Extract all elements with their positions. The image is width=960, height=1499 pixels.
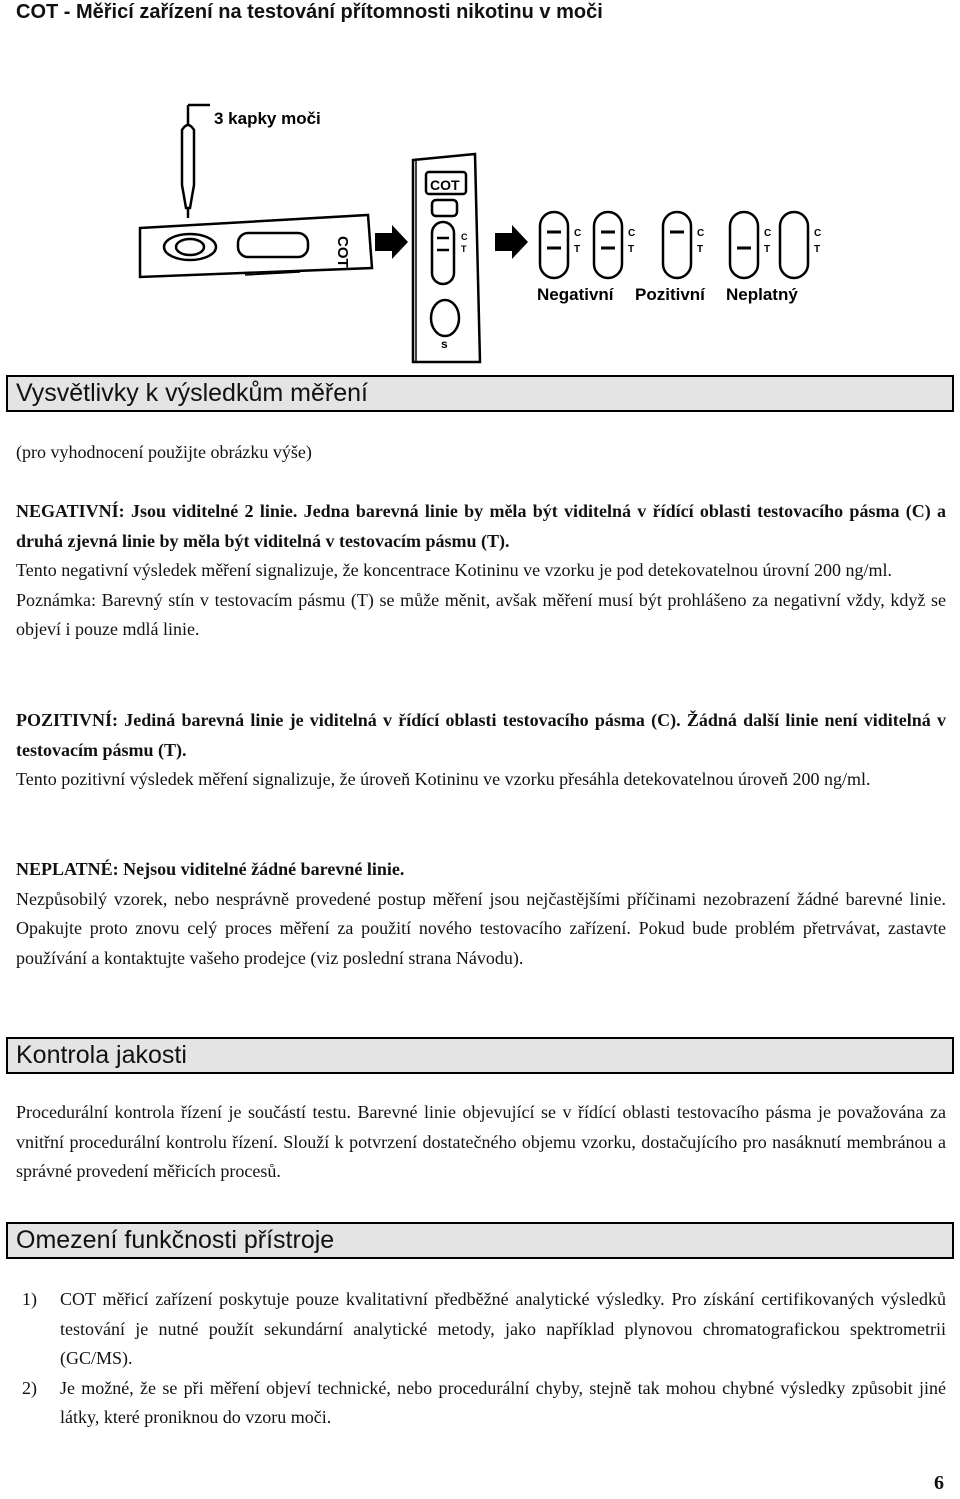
positive-result-block (16, 706, 946, 795)
window-label-t: T (764, 244, 771, 255)
window-label-t: T (814, 244, 821, 255)
dropper-icon (182, 105, 210, 218)
window-label-c: C (461, 232, 468, 242)
list-item-number: 2) (22, 1377, 37, 1398)
window-label-t: T (697, 244, 704, 255)
arrow-right-icon (375, 225, 408, 259)
section-heading-results: Vysvětlivky k výsledkům měření (6, 375, 954, 412)
list-item (22, 1374, 946, 1433)
invalid-result-text: Nezpůsobilý vzorek, nebo nesprávně provedené postup měření jsou nejčastějšími příčinami nezobrazení žádné barevné linie. Opakujte proto znovu celý proces měření za použití nového testovacího zařízení. Pokud bude problém přetrvávat, zastavte používání a kontaktujte vašeho prodejce (viz poslední strana Návodu). (16, 888, 946, 968)
negative-result-heading: NEGATIVNÍ: Jsou viditelné 2 linie. Jedna barevná linie by měla být viditelná v řídící oblasti testovacího pásma (C) a druhá zjevná linie by měla být viditelná v testovacím pásmu (T). (16, 501, 946, 551)
window-label-c: C (628, 228, 636, 239)
list-item-number: 1) (22, 1289, 37, 1309)
section-heading-quality: Kontrola jakosti (6, 1037, 954, 1074)
negative-result-note: Poznámka: Barevný stín v testovacím pásmu (T) se může měnit, avšak měření musí být prohlášeno za negativní vždy, když se objeví i pouze mdlá linie. (16, 589, 946, 639)
negative-result-text: Tento negativní výsledek měření signalizuje, že koncentrace Kotininu ve vzorku je pod detekovatelnou úrovní 200 ng/ml. (16, 560, 892, 580)
quality-control-text: Procedurální kontrola řízení je součástí testu. Barevné linie objevující se v řídící oblasti testovacího pásma je považována za vnitřní procedurální kontrolu řízení. Slouží k potvrzení dostatečného objemu vzorku, dostačujícího pro nasáknutí membránou a správné provedení měřicích procesů. (16, 1102, 946, 1181)
sample-label: s (441, 337, 448, 351)
page-number: 6 (934, 1472, 944, 1494)
result-label-positive: Pozitivní (635, 285, 705, 304)
results-body (16, 497, 946, 645)
device-label-rotated: COT (334, 236, 351, 268)
window-label-t: T (461, 244, 467, 254)
results-note: (pro vyhodnocení použijte obrázku výše) (16, 442, 312, 462)
device-label: COT (430, 177, 460, 193)
result-label-negative: Negativní (537, 285, 614, 304)
window-label-c: C (764, 228, 772, 239)
result-label-invalid: Neplatný (726, 285, 798, 304)
window-label-c: C (814, 228, 822, 239)
test-procedure-illustration (110, 90, 860, 370)
window-label-c: C (697, 228, 705, 239)
limitations-list (22, 1285, 946, 1433)
drop-label: 3 kapky moči (214, 109, 321, 128)
invalid-result-block (16, 855, 946, 973)
list-item-text: COT měřicí zařízení poskytuje pouze kvalitativní předběžné analytické výsledky. Pro získání certifikovaných výsledků testování je nutné použít sekundární analytické metody, jako například plynovou chromatografickou spektrometrii (GC/MS). (60, 1289, 946, 1368)
positive-result-text: Tento pozitivní výsledek měření signalizuje, že úroveň Kotininu ve vzorku přesáhla detekovatelnou úroveň 200 ng/ml. (16, 769, 871, 789)
list-item-text: Je možné, že se při měření objeví technické, nebo procedurální chyby, stejně tak mohou chybné výsledky způsobit jiné látky, které proniknou do vzoru moči. (60, 1377, 946, 1427)
page-header-title: COT - Měřicí zařízení na testování přítomnosti nikotinu v moči (16, 1, 603, 23)
list-item (22, 1285, 946, 1374)
arrow-right-icon (495, 225, 528, 259)
window-label-c: C (574, 228, 582, 239)
invalid-result-heading: NEPLATNÉ: Nejsou viditelné žádné barevné linie. (16, 859, 405, 879)
positive-result-heading: POZITIVNÍ: Jediná barevná linie je viditelná v řídící oblasti testovacího pásma (C). Žádná další linie není viditelná v testovacím pásmu (T). (16, 710, 946, 760)
window-label-t: T (628, 244, 635, 255)
window-label-t: T (574, 244, 581, 255)
section-heading-limitations: Omezení funkčnosti přístroje (6, 1222, 954, 1259)
